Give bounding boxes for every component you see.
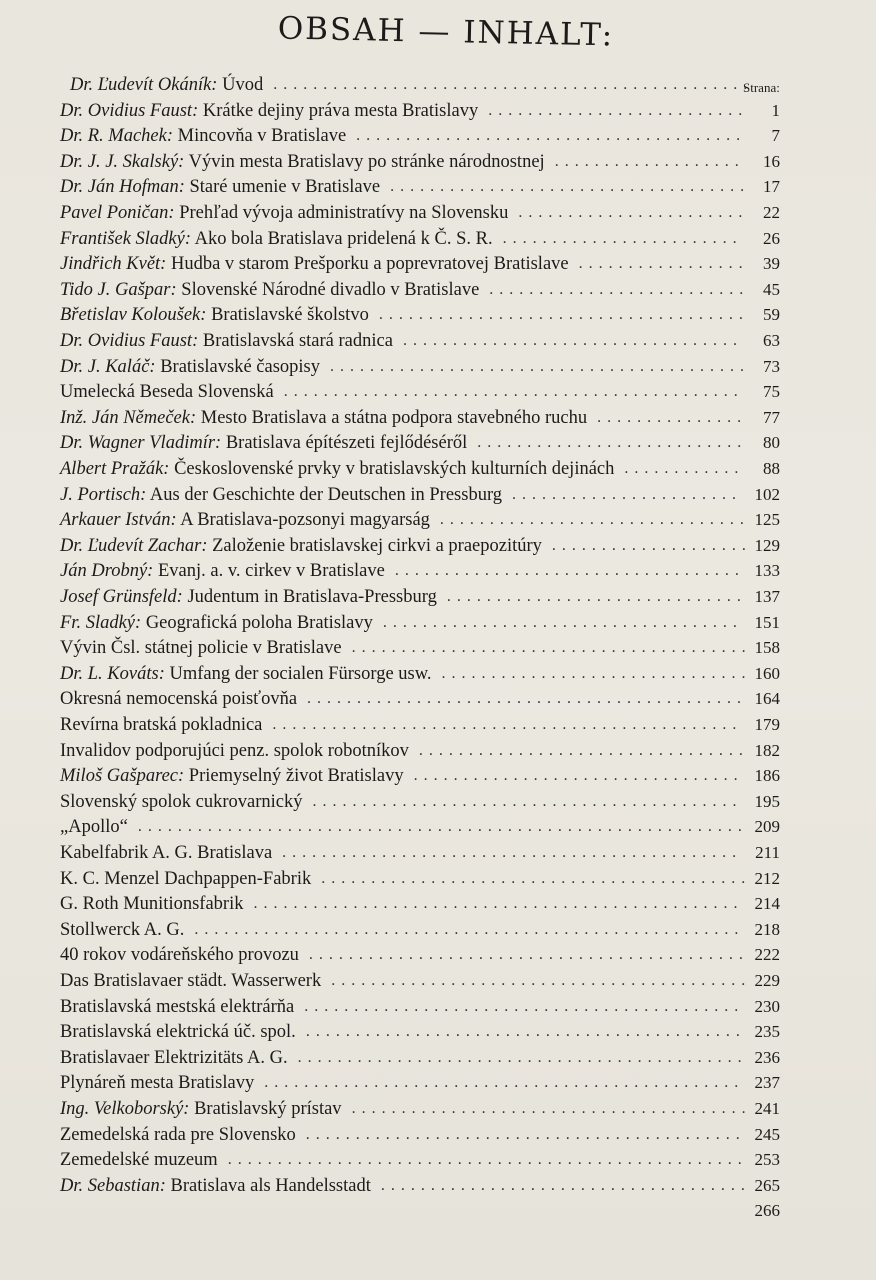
toc-author: Josef Grünsfeld: bbox=[60, 587, 183, 607]
toc-entry-text bbox=[60, 610, 373, 636]
toc-page-number: 235 bbox=[754, 1022, 780, 1042]
toc-author: Dr. Ľudevít Okáník: bbox=[70, 75, 218, 95]
toc-title: Aus der Geschichte der Deutschen in Pressburg bbox=[149, 484, 503, 505]
toc-entry bbox=[60, 1096, 780, 1122]
toc-entry bbox=[60, 430, 780, 456]
leader-dots: ..................................... bbox=[380, 1176, 751, 1194]
toc-entry-text bbox=[60, 226, 493, 252]
leader-dots: ............................................. bbox=[297, 1048, 748, 1066]
toc-title: Bratislavská mestská elektrárňa bbox=[60, 996, 295, 1017]
toc-entry bbox=[60, 302, 780, 328]
toc-entry-text bbox=[60, 328, 393, 354]
toc-title: A Bratislava-pozsonyi magyarság bbox=[180, 510, 430, 531]
toc-title: Československé prvky v bratislavských kulturních dejinách bbox=[174, 459, 615, 479]
toc-entry bbox=[60, 1173, 780, 1199]
toc-page-number: 214 bbox=[754, 894, 780, 914]
leader-dots: ............................................ bbox=[308, 946, 749, 964]
toc-entry bbox=[60, 226, 780, 252]
toc-author: Ján Drobný: bbox=[60, 561, 154, 582]
leader-dots: ........................................... bbox=[321, 869, 752, 887]
toc-page-number: 22 bbox=[763, 203, 780, 222]
toc-page-number: 88 bbox=[763, 459, 780, 478]
toc-page-number: 186 bbox=[754, 766, 780, 786]
toc-author: Pavel Poničan: bbox=[60, 203, 175, 223]
toc-title: Umelecká Beseda Slovenská bbox=[60, 382, 274, 403]
toc-entry-text bbox=[60, 405, 587, 431]
toc-title: „Apollo“ bbox=[60, 817, 128, 838]
toc-entry bbox=[60, 661, 780, 687]
toc-author: Břetislav Koloušek: bbox=[60, 305, 207, 326]
toc-entry bbox=[60, 379, 780, 405]
toc-entry-text bbox=[60, 1070, 254, 1096]
toc-page-number: 229 bbox=[754, 971, 780, 990]
leader-dots: ..................................... bbox=[378, 306, 749, 324]
toc-title: Mesto Bratislava a státna podpora stavebného ruchu bbox=[200, 407, 588, 428]
leader-dots: .................................................... bbox=[227, 1151, 748, 1169]
toc-title: Invalidov podporujúci penz. spolok robotníkov bbox=[60, 740, 409, 761]
toc-page-number: 129 bbox=[754, 535, 780, 555]
toc-title: Bratislavský prístav bbox=[194, 1099, 342, 1119]
toc-page-number: 17 bbox=[763, 177, 780, 197]
toc-title: Bratislavská stará radnica bbox=[202, 331, 393, 351]
toc-author: Dr. J. J. Skalský: bbox=[60, 151, 185, 172]
toc-page-number: 218 bbox=[754, 919, 780, 939]
toc-title: Založenie bratislavskej cirkvi a praepozitúry bbox=[212, 535, 542, 556]
leader-dots: ............................................ bbox=[305, 1023, 746, 1041]
leader-dots: ........................................ bbox=[351, 639, 752, 657]
leader-dots: ................................. bbox=[413, 767, 744, 785]
toc-entry-text bbox=[60, 738, 409, 764]
leader-dots: .................................... bbox=[390, 178, 751, 196]
toc-entry bbox=[60, 891, 780, 917]
toc-author: Arkauer István: bbox=[60, 510, 177, 531]
toc-title: Bratislava als Handelsstadt bbox=[170, 1175, 371, 1196]
toc-page-number: 45 bbox=[763, 279, 780, 299]
toc-title: Bratislavské školstvo bbox=[211, 305, 369, 326]
toc-entry bbox=[60, 584, 780, 610]
toc-entry-text bbox=[60, 1147, 218, 1173]
toc-entry-text bbox=[60, 994, 294, 1020]
toc-page-number: 265 bbox=[754, 1175, 780, 1195]
toc-title: Judentum in Bratislava-Pressburg bbox=[187, 587, 437, 607]
toc-entry bbox=[60, 840, 780, 866]
toc-title: Umfang der socialen Fürsorge usw. bbox=[169, 663, 432, 684]
toc-title: Krátke dejiny práva mesta Bratislavy bbox=[202, 100, 479, 121]
toc-title: Plynáreň mesta Bratislavy bbox=[60, 1073, 255, 1094]
toc-entry bbox=[60, 917, 780, 943]
leader-dots: ........................ bbox=[502, 229, 743, 247]
toc-page-number: 222 bbox=[754, 945, 780, 965]
toc-author: Dr. Wagner Vladimír: bbox=[60, 433, 222, 454]
toc-page-number: 253 bbox=[754, 1150, 780, 1170]
toc-page-number: 160 bbox=[754, 663, 780, 683]
leader-dots: .............................................. bbox=[282, 844, 743, 861]
toc-entry-text bbox=[60, 558, 385, 584]
toc-page-number: 182 bbox=[754, 740, 780, 760]
toc-page-number: 1 bbox=[771, 100, 780, 120]
toc-entry bbox=[60, 251, 780, 277]
toc-entry bbox=[60, 123, 780, 149]
leader-dots: ........................................... bbox=[312, 792, 743, 810]
toc-entry bbox=[60, 149, 780, 175]
toc-page-number: 237 bbox=[754, 1073, 780, 1093]
toc-author: Fr. Sladký: bbox=[60, 612, 142, 633]
toc-page-number: 125 bbox=[754, 510, 780, 530]
toc-entry-text bbox=[60, 1045, 288, 1071]
leader-dots: ................................... bbox=[394, 562, 745, 580]
toc-author: Dr. Ovidius Faust: bbox=[60, 100, 199, 121]
leader-dots: .................................... bbox=[382, 613, 743, 631]
toc-title: Bratislavská elektrická úč. spol. bbox=[60, 1022, 296, 1043]
toc-page-number: 241 bbox=[754, 1099, 780, 1118]
toc-author: František Sladký: bbox=[60, 228, 191, 249]
toc-page-number: 137 bbox=[754, 587, 780, 606]
toc-page-number: 245 bbox=[754, 1124, 780, 1144]
toc-entry bbox=[60, 354, 780, 380]
leader-dots: .......................................... bbox=[331, 972, 752, 989]
toc-page-number: 16 bbox=[763, 151, 780, 171]
leader-dots: ............................................... bbox=[272, 716, 743, 733]
leader-dots: .......................... bbox=[489, 280, 750, 298]
leader-dots: ........................................ bbox=[351, 1100, 752, 1117]
toc-entry bbox=[60, 763, 780, 789]
toc-page-number: 26 bbox=[763, 228, 780, 248]
toc-title: Hudba v starom Prešporku a poprevratovej Bratislave bbox=[170, 254, 569, 275]
toc-title: Priemyselný život Bratislavy bbox=[188, 766, 404, 787]
toc-entry-text bbox=[60, 814, 128, 840]
toc-author: Dr. Ján Hofman: bbox=[60, 177, 185, 198]
toc-title: Zemedelská rada pre Slovensko bbox=[60, 1124, 296, 1145]
toc-page-number: 211 bbox=[755, 843, 780, 862]
toc-entry bbox=[60, 635, 780, 661]
toc-author: Dr. Ľudevít Zachar: bbox=[60, 535, 208, 556]
toc-page-number: 102 bbox=[754, 484, 780, 504]
toc-author: Dr. L. Kováts: bbox=[60, 663, 165, 684]
toc-title: 40 rokov vodáreňského provozu bbox=[60, 945, 299, 966]
leader-dots: ............... bbox=[597, 408, 748, 426]
toc-entry bbox=[60, 456, 780, 482]
toc-entry-text bbox=[60, 763, 404, 789]
leader-dots: ....................................................... bbox=[194, 920, 745, 938]
leader-dots: .......................... bbox=[488, 101, 749, 119]
toc-author: Dr. Ovidius Faust: bbox=[60, 331, 199, 351]
toc-entry bbox=[60, 507, 780, 533]
toc-entry bbox=[60, 328, 780, 354]
leader-dots: ................................. bbox=[418, 741, 749, 759]
toc-entry bbox=[60, 686, 780, 712]
toc-page-number: 151 bbox=[754, 612, 780, 632]
toc-entry bbox=[70, 72, 790, 98]
toc-page-number: 164 bbox=[754, 689, 780, 709]
toc-entry-text bbox=[60, 98, 478, 124]
toc-entry bbox=[60, 533, 780, 559]
toc-page-number: 7 bbox=[771, 126, 780, 146]
toc-author: Ing. Velkoborský: bbox=[60, 1099, 190, 1119]
toc-entry bbox=[60, 942, 780, 968]
toc-page-number: 80 bbox=[763, 433, 780, 453]
toc-title: G. Roth Munitionsfabrik bbox=[60, 894, 244, 915]
toc-title: Slovenské Národné divadlo v Bratislave bbox=[181, 279, 480, 300]
toc-page-number: 209 bbox=[754, 817, 780, 837]
toc-page-number: 133 bbox=[754, 561, 780, 581]
toc-page-number: 179 bbox=[754, 715, 780, 734]
toc-page-number: 195 bbox=[754, 791, 780, 811]
toc-entry bbox=[60, 738, 780, 764]
toc-title: Prehľad vývoja administratívy na Slovensku bbox=[179, 203, 509, 223]
toc-entry bbox=[60, 814, 780, 840]
toc-title: Mincovňa v Bratislave bbox=[177, 126, 347, 147]
leader-dots: ............................... bbox=[441, 664, 752, 682]
toc-page-number: 63 bbox=[763, 331, 780, 350]
toc-title: Geografická poloha Bratislavy bbox=[145, 612, 373, 633]
toc-title: Bratislavské časopisy bbox=[160, 356, 320, 377]
leader-dots: ............................................................. bbox=[137, 818, 748, 836]
toc-entry-text bbox=[60, 635, 342, 661]
leader-dots: ............ bbox=[624, 460, 745, 477]
leader-dots: ....................... bbox=[518, 204, 749, 221]
toc-entry-text bbox=[60, 430, 467, 456]
toc-title: Bratislavaer Elektrizitäts A. G. bbox=[60, 1047, 288, 1068]
toc-entry bbox=[60, 1198, 780, 1224]
toc-entry-text bbox=[60, 200, 508, 226]
leader-dots: ........................... bbox=[477, 434, 748, 452]
toc-entry-text bbox=[60, 942, 299, 968]
toc-title: Revírna bratská pokladnica bbox=[60, 715, 263, 735]
leader-dots: .............................. bbox=[446, 588, 747, 605]
toc-entry-text bbox=[60, 251, 569, 277]
leader-dots: .................................. bbox=[402, 332, 743, 349]
toc-title: Kabelfabrik A. G. Bratislava bbox=[60, 843, 273, 863]
toc-page-number: 73 bbox=[763, 356, 780, 376]
toc-entry bbox=[60, 1147, 780, 1173]
toc-entry-text bbox=[60, 584, 437, 610]
toc-entry bbox=[60, 174, 780, 200]
toc-entry-text bbox=[60, 354, 320, 380]
toc-title: Slovenský spolok cukrovarnický bbox=[60, 791, 303, 812]
toc-entry-text bbox=[60, 789, 303, 815]
toc-title: Okresná nemocenská poisťovňa bbox=[60, 689, 298, 710]
toc-page-number: 266 bbox=[754, 1201, 780, 1221]
toc-page-number: 77 bbox=[763, 407, 780, 427]
toc-entry-text bbox=[60, 174, 380, 200]
toc-entry-text bbox=[60, 507, 430, 533]
toc-author: Inž. Ján Němeček: bbox=[60, 407, 197, 428]
leader-dots: ....................................... bbox=[356, 127, 747, 145]
leader-dots: ....................... bbox=[512, 485, 743, 503]
leader-dots: ............................................ bbox=[304, 997, 745, 1015]
toc-entry-text bbox=[60, 456, 614, 482]
toc-entry-text bbox=[60, 661, 432, 687]
toc-page-number: 59 bbox=[763, 305, 780, 325]
page-column-label: Strana: bbox=[743, 80, 780, 95]
toc-author: J. Portisch: bbox=[60, 484, 147, 505]
toc-entry bbox=[60, 558, 780, 584]
toc-entry bbox=[60, 968, 780, 994]
toc-entry bbox=[60, 866, 780, 892]
toc-entry-text bbox=[60, 149, 545, 175]
toc-author: Tido J. Gašpar: bbox=[60, 279, 177, 300]
toc-entry bbox=[60, 405, 780, 431]
toc-title: Das Bratislavaer städt. Wasserwerk bbox=[60, 971, 322, 991]
toc-entry-text bbox=[60, 1019, 296, 1045]
leader-dots: ............................... bbox=[439, 511, 750, 529]
leader-dots: .................... bbox=[551, 536, 752, 554]
toc-entry bbox=[60, 200, 780, 226]
toc-title: Ako bola Bratislava pridelená k Č. S. R. bbox=[194, 228, 493, 249]
leader-dots: ................................................. bbox=[253, 895, 744, 913]
leader-dots: ................................................ bbox=[273, 76, 754, 93]
toc-title: Vývin Čsl. státnej policie v Bratislave bbox=[60, 638, 342, 659]
toc-entry-text bbox=[60, 1173, 371, 1199]
toc-entry-text bbox=[60, 891, 243, 917]
toc-author: Miloš Gašparec: bbox=[60, 766, 185, 787]
toc-entry bbox=[60, 482, 780, 508]
toc-entry-text bbox=[60, 968, 321, 994]
leader-dots: ................. bbox=[578, 255, 749, 273]
toc-title: Úvod bbox=[222, 75, 264, 95]
toc-page-number: 75 bbox=[763, 382, 780, 402]
leader-dots: ............................................ bbox=[307, 690, 748, 708]
toc-entry-text bbox=[60, 302, 369, 328]
toc-entry-text bbox=[60, 917, 184, 943]
toc-page-number: 158 bbox=[754, 638, 780, 658]
toc-entry-text bbox=[60, 840, 272, 866]
toc-entry bbox=[60, 712, 780, 738]
toc-entry-text bbox=[60, 1122, 296, 1148]
toc-title: Evanj. a. v. cirkev v Bratislave bbox=[157, 561, 385, 582]
page-title: OBSAH — INHALT: bbox=[277, 10, 615, 54]
toc-title: Stollwerck A. G. bbox=[60, 919, 185, 940]
toc-page-number: 230 bbox=[754, 996, 780, 1016]
toc-entry-text bbox=[70, 72, 263, 98]
toc-page-number: 236 bbox=[754, 1047, 780, 1067]
toc-entry bbox=[60, 277, 780, 303]
toc-author: Jindřich Květ: bbox=[60, 254, 167, 275]
toc-entry-text bbox=[60, 866, 311, 892]
toc-title: Vývin mesta Bratislavy po stránke národnostnej bbox=[188, 151, 545, 172]
leader-dots: ................................................ bbox=[264, 1074, 745, 1092]
toc-author: Dr. J. Kaláč: bbox=[60, 356, 156, 377]
toc-title: K. C. Menzel Dachpappen-Fabrik bbox=[60, 868, 312, 889]
leader-dots: .......................................... bbox=[330, 357, 750, 375]
toc-author: Dr. R. Machek: bbox=[60, 126, 174, 147]
toc-entry-text bbox=[60, 1096, 342, 1122]
toc-entry bbox=[60, 1070, 780, 1096]
toc-entry-text bbox=[60, 482, 502, 508]
toc-entry bbox=[60, 98, 780, 124]
toc-author: Dr. Sebastian: bbox=[60, 1175, 166, 1196]
toc-entry-text bbox=[60, 712, 262, 738]
toc-title: Zemedelské muzeum bbox=[60, 1150, 218, 1171]
toc-entry-text bbox=[60, 123, 346, 149]
toc-entry-text bbox=[60, 379, 274, 405]
toc-entry-text bbox=[60, 686, 297, 712]
toc-entry bbox=[60, 1019, 780, 1045]
toc-entry bbox=[60, 994, 780, 1020]
leader-dots: .............................................. bbox=[283, 383, 744, 401]
toc-entry bbox=[60, 1122, 780, 1148]
toc-title: Staré umenie v Bratislave bbox=[189, 177, 381, 198]
toc-title: Bratislava építészeti fejlődéséről bbox=[225, 433, 468, 454]
toc-entry bbox=[60, 789, 780, 815]
toc-page-number: 39 bbox=[763, 254, 780, 274]
toc-author: Albert Pražák: bbox=[60, 459, 170, 479]
toc-entry bbox=[60, 1045, 780, 1071]
leader-dots: ................... bbox=[554, 152, 745, 170]
toc-entry bbox=[60, 610, 780, 636]
toc-entry-text bbox=[60, 277, 479, 303]
toc-page-number: 212 bbox=[754, 868, 780, 888]
toc-entry-text bbox=[60, 533, 542, 559]
leader-dots: ............................................ bbox=[305, 1125, 746, 1143]
